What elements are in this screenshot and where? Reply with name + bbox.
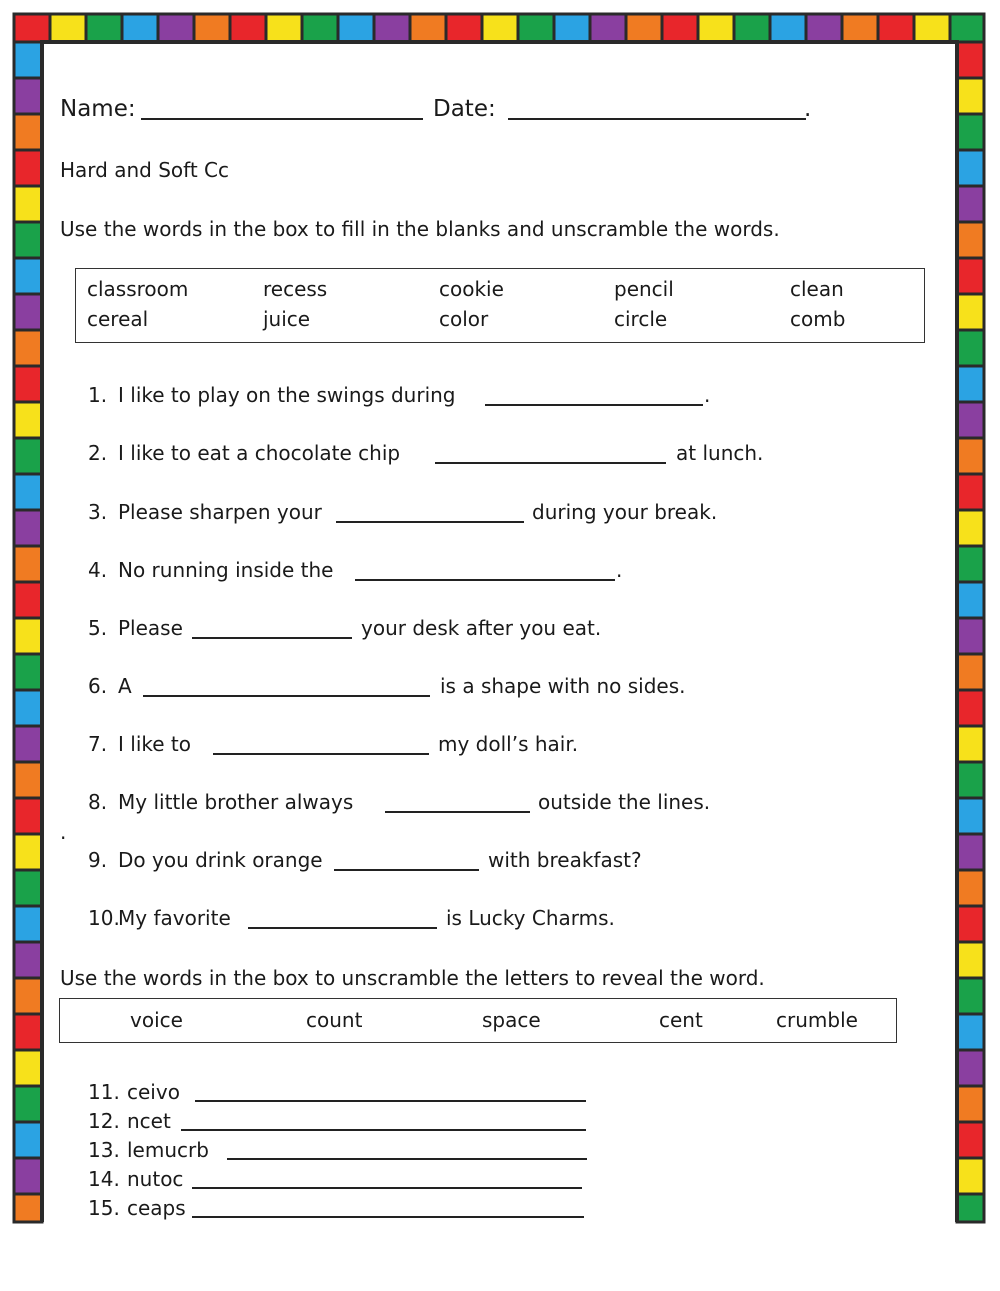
instructions-fill-blanks: Use the words in the box to fill in the blanks and unscramble the words. xyxy=(60,217,780,241)
question-number: 5. xyxy=(88,616,108,640)
border-tile xyxy=(482,14,518,42)
border-tile xyxy=(957,762,984,798)
border-tile xyxy=(554,14,590,42)
date-field[interactable] xyxy=(508,118,806,120)
border-tile xyxy=(14,114,42,150)
border-tile xyxy=(957,474,984,510)
scrambled-word: ceivo xyxy=(127,1080,180,1104)
unscramble-answer-line[interactable] xyxy=(192,1216,584,1218)
answer-blank[interactable] xyxy=(355,579,615,581)
sentence-text-after: with breakfast? xyxy=(488,848,642,872)
border-tile xyxy=(14,510,42,546)
scrambled-word: ceaps xyxy=(127,1196,186,1220)
sentence-text-before: Please sharpen your xyxy=(118,500,322,524)
sentence-text-before: Do you drink orange xyxy=(118,848,323,872)
border-tile xyxy=(957,546,984,582)
unscramble-answer-line[interactable] xyxy=(195,1100,586,1102)
border-tile xyxy=(14,402,42,438)
border-tile xyxy=(14,546,42,582)
border-tile xyxy=(266,14,302,42)
word-bank-item: classroom xyxy=(87,277,189,301)
border-tile xyxy=(14,14,50,42)
scramble-number: 14. xyxy=(88,1167,120,1191)
border-tile xyxy=(957,654,984,690)
word-bank-item: clean xyxy=(790,277,844,301)
unscramble-bank-item: voice xyxy=(130,1008,183,1032)
border-tile xyxy=(14,582,42,618)
answer-blank[interactable] xyxy=(334,869,479,871)
border-tile xyxy=(50,14,86,42)
border-tile xyxy=(14,942,42,978)
word-bank-item: circle xyxy=(614,307,668,331)
border-tile xyxy=(338,14,374,42)
border-tile xyxy=(14,618,42,654)
answer-blank[interactable] xyxy=(248,927,437,929)
answer-blank[interactable] xyxy=(385,811,530,813)
name-label: Name: xyxy=(60,96,136,122)
border-tile xyxy=(770,14,806,42)
border-tile xyxy=(957,1158,984,1194)
border-tile xyxy=(957,942,984,978)
border-tile xyxy=(957,42,984,78)
border-tile xyxy=(957,834,984,870)
border-tile xyxy=(957,690,984,726)
border-tile xyxy=(957,366,984,402)
border-tile xyxy=(14,906,42,942)
answer-blank[interactable] xyxy=(336,521,524,523)
border-tile xyxy=(662,14,698,42)
border-tile xyxy=(14,330,42,366)
border-tile xyxy=(957,114,984,150)
border-tile xyxy=(14,366,42,402)
unscramble-bank-item: count xyxy=(306,1008,363,1032)
sentence-text-after: my doll’s hair. xyxy=(438,732,579,756)
unscramble-bank-item: crumble xyxy=(776,1008,858,1032)
border-tile xyxy=(842,14,878,42)
sentence-text-before: My favorite xyxy=(118,906,231,930)
answer-blank[interactable] xyxy=(213,753,429,755)
border-tile xyxy=(957,1014,984,1050)
date-label: Date: xyxy=(433,96,496,122)
border-tile xyxy=(878,14,914,42)
border-tile xyxy=(957,618,984,654)
word-bank-unscramble-box xyxy=(59,998,897,1043)
border-tile xyxy=(122,14,158,42)
border-tile xyxy=(698,14,734,42)
border-tile xyxy=(957,978,984,1014)
word-bank-item: cookie xyxy=(439,277,504,301)
sentence-text-before: A xyxy=(118,674,132,698)
sentence-text-before: Please xyxy=(118,616,183,640)
border-tile xyxy=(14,186,42,222)
question-number: 8. xyxy=(88,790,108,814)
border-tile xyxy=(14,1122,42,1158)
word-bank-item: cereal xyxy=(87,307,149,331)
border-tile xyxy=(86,14,122,42)
border-tile xyxy=(446,14,482,42)
date-period: . xyxy=(804,96,812,122)
border-tile xyxy=(957,870,984,906)
border-tile xyxy=(957,186,984,222)
sentence-text-after: is Lucky Charms. xyxy=(446,906,615,930)
border-tile xyxy=(14,78,42,114)
word-bank-item: color xyxy=(439,307,489,331)
instructions-unscramble: Use the words in the box to unscramble the letters to reveal the word. xyxy=(60,966,765,990)
border-tile xyxy=(14,294,42,330)
border-tile xyxy=(806,14,842,42)
scrambled-word: nutoc xyxy=(127,1167,184,1191)
sentence-text-after: outside the lines. xyxy=(538,790,711,814)
border-tile xyxy=(410,14,446,42)
unscramble-answer-line[interactable] xyxy=(181,1129,586,1131)
border-tile xyxy=(957,78,984,114)
unscramble-answer-line[interactable] xyxy=(192,1187,582,1189)
border-tile xyxy=(194,14,230,42)
answer-blank[interactable] xyxy=(435,462,666,464)
sentence-text-after: is a shape with no sides. xyxy=(440,674,686,698)
border-tile xyxy=(626,14,662,42)
question-number: 2. xyxy=(88,441,108,465)
border-tile xyxy=(14,42,42,78)
word-bank-item: recess xyxy=(263,277,328,301)
sentence-text-before: I like to play on the swings during xyxy=(118,383,456,407)
scramble-number: 12. xyxy=(88,1109,120,1133)
border-tile xyxy=(957,906,984,942)
border-tile xyxy=(957,1194,984,1222)
sentence-text-after: at lunch. xyxy=(676,441,764,465)
border-tile xyxy=(14,1086,42,1122)
question-number: 7. xyxy=(88,732,108,756)
stray-period: . xyxy=(60,820,67,844)
sentence-text-after: during your break. xyxy=(532,500,718,524)
border-tile xyxy=(302,14,338,42)
border-tile xyxy=(734,14,770,42)
worksheet-title: Hard and Soft Cc xyxy=(60,158,229,182)
border-tile xyxy=(14,1194,42,1222)
border-tile xyxy=(14,222,42,258)
answer-blank[interactable] xyxy=(192,637,352,639)
answer-blank[interactable] xyxy=(143,695,430,697)
border-tile xyxy=(518,14,554,42)
name-field[interactable] xyxy=(141,118,423,120)
scramble-number: 15. xyxy=(88,1196,120,1220)
border-tile xyxy=(957,510,984,546)
sentence-text-before: My little brother always xyxy=(118,790,354,814)
sentence-text-before: No running inside the xyxy=(118,558,334,582)
border-tile xyxy=(230,14,266,42)
word-bank-item: pencil xyxy=(614,277,674,301)
sentence-text-after: . xyxy=(704,383,711,407)
border-tile xyxy=(957,582,984,618)
question-number: 10. xyxy=(88,906,120,930)
border-tile xyxy=(957,258,984,294)
sentence-text-after: . xyxy=(616,558,623,582)
border-tile xyxy=(914,14,950,42)
border-tile xyxy=(14,978,42,1014)
unscramble-bank-item: cent xyxy=(659,1008,703,1032)
border-tile xyxy=(14,1158,42,1194)
border-tile xyxy=(14,690,42,726)
question-number: 3. xyxy=(88,500,108,524)
border-tile xyxy=(957,438,984,474)
sentence-text-after: your desk after you eat. xyxy=(361,616,602,640)
border-tile xyxy=(590,14,626,42)
border-tile xyxy=(374,14,410,42)
border-tile xyxy=(957,1122,984,1158)
border-tile xyxy=(957,1086,984,1122)
border-tile xyxy=(957,402,984,438)
border-tile xyxy=(158,14,194,42)
border-tile xyxy=(957,330,984,366)
answer-blank[interactable] xyxy=(485,404,703,406)
border-tile xyxy=(957,150,984,186)
border-tile xyxy=(14,834,42,870)
word-bank-item: comb xyxy=(790,307,846,331)
border-tile xyxy=(14,798,42,834)
border-tile xyxy=(14,1014,42,1050)
border-tile xyxy=(950,14,984,42)
border-tile xyxy=(14,474,42,510)
sentence-text-before: I like to xyxy=(118,732,191,756)
word-bank-item: juice xyxy=(263,307,311,331)
scramble-number: 13. xyxy=(88,1138,120,1162)
scrambled-word: lemucrb xyxy=(127,1138,209,1162)
border-tile xyxy=(14,438,42,474)
sentence-text-before: I like to eat a chocolate chip xyxy=(118,441,401,465)
border-tile xyxy=(14,258,42,294)
scramble-number: 11. xyxy=(88,1080,120,1104)
border-tile xyxy=(14,1050,42,1086)
border-tile xyxy=(957,294,984,330)
border-tile xyxy=(957,1050,984,1086)
question-number: 4. xyxy=(88,558,108,582)
question-number: 1. xyxy=(88,383,108,407)
border-tile xyxy=(14,654,42,690)
border-tile xyxy=(14,150,42,186)
scrambled-word: ncet xyxy=(127,1109,171,1133)
border-tile xyxy=(957,222,984,258)
question-number: 6. xyxy=(88,674,108,698)
border-tile xyxy=(14,726,42,762)
border-tile xyxy=(957,798,984,834)
border-tile xyxy=(14,870,42,906)
unscramble-answer-line[interactable] xyxy=(227,1158,587,1160)
border-tile xyxy=(957,726,984,762)
border-tile xyxy=(14,762,42,798)
question-number: 9. xyxy=(88,848,108,872)
unscramble-bank-item: space xyxy=(482,1008,541,1032)
